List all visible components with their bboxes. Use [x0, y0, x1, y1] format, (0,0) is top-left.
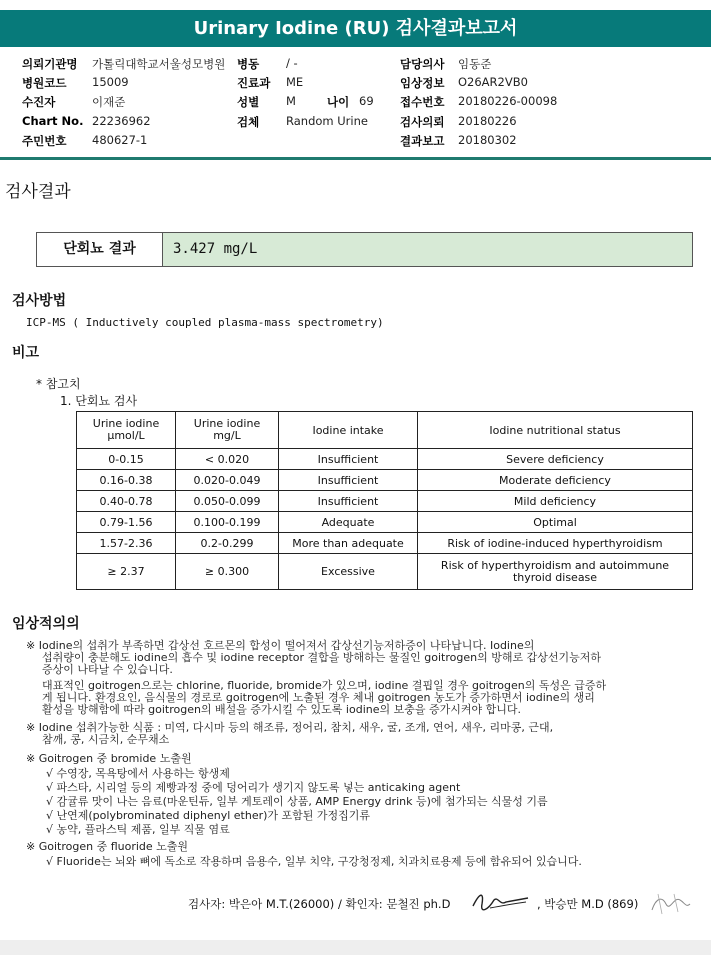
doctor-value: 임동준: [458, 57, 492, 71]
table-cell: 0.100-0.199: [176, 512, 279, 533]
chart-value: 22236962: [92, 114, 151, 128]
table-row: [77, 491, 693, 512]
note-line: 활성을 방해함에 따라 goitrogen의 배설을 증가시킬 수 있도록 iodine의 보충을 증가시켜야 합니다.: [42, 703, 521, 716]
header-divider: [0, 157, 711, 160]
result-box: [36, 232, 693, 267]
table-cell: Excessive: [279, 554, 418, 590]
note-line: √ 수영장, 목욕탕에서 사용하는 항생제: [46, 767, 230, 780]
table-cell: Insufficient: [279, 470, 418, 491]
specimen-label: 검체: [237, 115, 260, 129]
table-header: Iodine nutritional status: [418, 412, 693, 449]
sex-label: 성별: [237, 95, 260, 109]
signature-line: [188, 896, 450, 912]
ward-label: 병동: [237, 57, 260, 71]
patient-value: 이재준: [92, 95, 126, 109]
note-line: √ Fluoride는 뇌와 뼈에 독소로 작용하며 음용수, 일부 치약, 구강청정제, 치과치료용제 등에 함유되어 있습니다.: [46, 855, 582, 868]
report-label: 결과보고: [400, 134, 445, 148]
table-header: Urine iodine mg/L: [176, 412, 279, 449]
ward-value: / -: [286, 56, 298, 70]
table-cell: 0.16-0.38: [77, 470, 176, 491]
dept-label: 진료과: [237, 76, 271, 90]
note-line: √ 파스타, 시리얼 등의 제빵과정 중에 덩어리가 생기지 않도록 넣는 anticaking agent: [46, 781, 461, 794]
table-cell: 0-0.15: [77, 449, 176, 470]
sex-value: M: [286, 94, 296, 108]
table-cell: Risk of hyperthyroidism and autoimmune thyroid disease: [418, 554, 693, 590]
dept-value: ME: [286, 75, 304, 89]
clinical-label: 임상정보: [400, 76, 445, 90]
table-row: [77, 449, 693, 470]
table-row: [77, 470, 693, 491]
table-cell: Risk of iodine-induced hyperthyroidism: [418, 533, 693, 554]
method-text: ICP-MS ( Inductively coupled plasma-mass spectrometry): [26, 316, 384, 329]
chart-label: Chart No.: [22, 114, 84, 128]
result-value: 3.427 mg/L: [163, 233, 692, 266]
reference-subtitle: 1. 단회뇨 검사: [60, 394, 138, 408]
report-value: 20180302: [458, 133, 517, 147]
table-row: [77, 554, 693, 590]
table-header-row: [77, 412, 693, 449]
table-cell: 0.2-0.299: [176, 533, 279, 554]
tester-text: 검사자: 박은아 M.T.(26000): [188, 897, 335, 911]
table-cell: Adequate: [279, 512, 418, 533]
note-line: ※ Iodine의 섭취가 부족하면 갑상선 호르몬의 합성이 떨어져서 갑상선기능저하증이 나타납니다. Iodine의: [26, 639, 535, 652]
receipt-label: 접수번호: [400, 95, 445, 109]
table-cell: Mild deficiency: [418, 491, 693, 512]
resident-value: 480627-1: [92, 133, 148, 147]
method-heading: 검사방법: [12, 293, 67, 309]
results-heading: 검사결과: [5, 182, 71, 202]
table-cell: Optimal: [418, 512, 693, 533]
table-row: [77, 512, 693, 533]
table-cell: 0.40-0.78: [77, 491, 176, 512]
table-cell: 1.57-2.36: [77, 533, 176, 554]
resident-label: 주민번호: [22, 134, 67, 148]
report-title: Urinary Iodine (RU) 검사결과보고서: [0, 10, 711, 47]
note-line: 참깨, 콩, 시금치, 순무채소: [42, 733, 170, 746]
table-cell: ≥ 0.300: [176, 554, 279, 590]
note-line: 대표적인 goitrogen으로는 chlorine, fluoride, bromide가 있으며, iodine 결핍일 경우 goitrogen의 독성은 급증하: [42, 679, 607, 692]
age-label: 나이: [327, 95, 350, 109]
note-line: 섭취량이 충분해도 iodine의 흡수 및 iodine receptor 결합을 방해하는 물질인 goitrogen의 방해로 갑상선기능저하: [42, 651, 601, 664]
patient-label: 수진자: [22, 95, 56, 109]
signature-image: [648, 890, 692, 916]
table-cell: < 0.020: [176, 449, 279, 470]
table-cell: 0.050-0.099: [176, 491, 279, 512]
note-line: √ 감귤류 맛이 나는 음료(마운틴듀, 일부 게토레이 상품, AMP Energy drink 등)에 첨가되는 식물성 기름: [46, 795, 548, 808]
table-cell: 0.020-0.049: [176, 470, 279, 491]
table-cell: Insufficient: [279, 449, 418, 470]
confirmer-text: / 확인자: 문철진 ph.D: [337, 897, 451, 911]
table-cell: Moderate deficiency: [418, 470, 693, 491]
note-line: ※ Goitrogen 중 fluoride 노출원: [26, 840, 189, 853]
request-label: 검사의뢰: [400, 115, 445, 129]
institution-value: 가톨릭대학교서울성모병원: [92, 57, 226, 71]
clinical-value: O26AR2VB0: [458, 75, 528, 89]
institution-label: 의뢰기관명: [22, 57, 78, 71]
note-line: √ 농약, 플라스틱 제품, 일부 직물 염료: [46, 823, 230, 836]
request-value: 20180226: [458, 114, 517, 128]
age-value: 69: [359, 94, 374, 108]
table-header: Iodine intake: [279, 412, 418, 449]
specimen-value: Random Urine: [286, 114, 368, 128]
second-signer-text: , 박승만 M.D (869): [537, 897, 639, 911]
note-line: 게 됩니다. 환경요인, 음식물의 경로로 goitrogen에 노출된 경우 체내 goitrogen 농도가 증가하면서 iodine의 생리: [42, 691, 595, 704]
note-line: 증상이 나타날 수 있습니다.: [42, 663, 173, 676]
table-header: Urine iodine μmol/L: [77, 412, 176, 449]
note-line: ※ Iodine 섭취가능한 식품 : 미역, 다시마 등의 해조류, 정어리, 참치, 새우, 굴, 조개, 연어, 새우, 리마콩, 근대,: [26, 721, 554, 734]
reference-table: [76, 411, 693, 590]
table-cell: More than adequate: [279, 533, 418, 554]
note-line: √ 난연제(polybrominated diphenyl ether)가 포함된 가정집기류: [46, 809, 371, 822]
receipt-value: 20180226-00098: [458, 94, 558, 108]
table-row: [77, 533, 693, 554]
note-line: ※ Goitrogen 중 bromide 노출원: [26, 752, 192, 765]
signature-image: [470, 888, 532, 916]
table-cell: 0.79-1.56: [77, 512, 176, 533]
table-cell: ≥ 2.37: [77, 554, 176, 590]
result-label: 단회뇨 결과: [37, 233, 163, 266]
remark-heading: 비고: [12, 345, 40, 361]
footer-band: [0, 940, 711, 955]
doctor-label: 담당의사: [400, 57, 445, 71]
clinical-heading: 임상적의의: [12, 616, 80, 632]
table-cell: Insufficient: [279, 491, 418, 512]
reference-title: * 참고치: [36, 377, 81, 391]
hospital-code-label: 병원코드: [22, 76, 67, 90]
hospital-code-value: 15009: [92, 75, 129, 89]
table-cell: Severe deficiency: [418, 449, 693, 470]
